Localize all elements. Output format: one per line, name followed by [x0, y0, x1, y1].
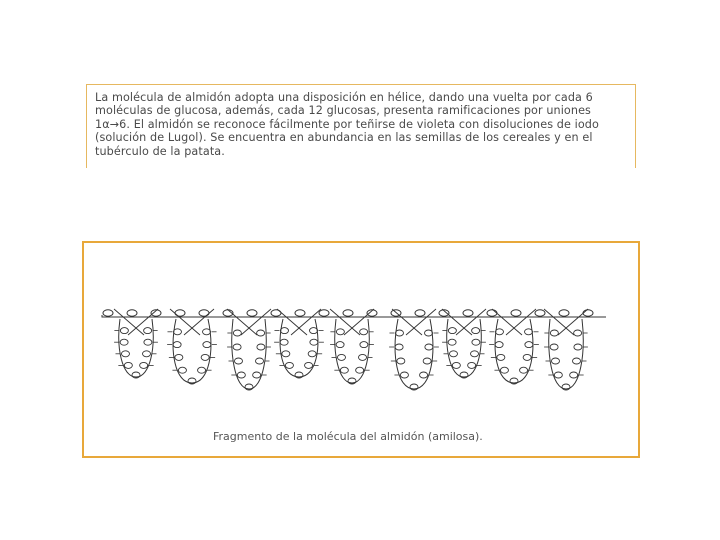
- glucose-unit: [574, 344, 582, 350]
- glucose-unit: [425, 344, 433, 350]
- glucose-unit: [201, 354, 209, 360]
- description-box: [86, 84, 636, 168]
- glucose-unit: [285, 362, 293, 368]
- glucose-unit: [124, 362, 132, 368]
- glucose-unit: [471, 351, 479, 357]
- glucose-unit: [247, 310, 257, 316]
- glycosidic-link: [492, 309, 522, 335]
- helix-loop: [232, 319, 266, 389]
- glucose-unit: [310, 339, 318, 345]
- glucose-unit: [295, 310, 305, 316]
- glucose-unit: [472, 339, 480, 345]
- glucose-unit: [120, 328, 128, 334]
- glucose-unit: [198, 367, 206, 373]
- glucose-unit: [573, 358, 581, 364]
- glucose-unit: [550, 344, 558, 350]
- glucose-unit: [356, 367, 364, 373]
- glucose-unit: [143, 351, 151, 357]
- glucose-unit: [178, 367, 186, 373]
- glucose-unit: [319, 310, 329, 316]
- glucose-unit: [336, 329, 344, 335]
- glucose-unit: [463, 310, 473, 316]
- glucose-unit: [550, 330, 558, 336]
- glucose-unit: [360, 329, 368, 335]
- glucose-unit: [336, 342, 344, 348]
- glucose-unit: [173, 342, 181, 348]
- glucose-unit: [395, 330, 403, 336]
- glucose-unit: [233, 344, 241, 350]
- glycosidic-link: [277, 309, 307, 335]
- glucose-unit: [583, 310, 593, 316]
- glucose-unit: [449, 351, 457, 357]
- glucose-unit: [423, 358, 431, 364]
- glucose-unit: [574, 330, 582, 336]
- glucose-unit: [448, 328, 456, 334]
- glucose-unit: [257, 330, 265, 336]
- glucose-unit: [500, 367, 508, 373]
- glucose-unit: [495, 329, 503, 335]
- glucose-unit: [497, 354, 505, 360]
- glucose-unit: [395, 344, 403, 350]
- glucose-unit: [140, 362, 148, 368]
- glucose-unit: [360, 342, 368, 348]
- glucose-unit: [400, 372, 408, 378]
- glucose-unit: [175, 354, 183, 360]
- glucose-unit: [234, 358, 242, 364]
- glucose-unit: [203, 342, 211, 348]
- helix-loop: [549, 319, 583, 389]
- glucose-unit: [233, 330, 241, 336]
- glucose-unit: [452, 362, 460, 368]
- glucose-unit: [144, 328, 152, 334]
- glucose-unit: [310, 328, 318, 334]
- glucose-unit: [487, 310, 497, 316]
- glucose-unit: [340, 367, 348, 373]
- glucose-unit: [280, 339, 288, 345]
- glucose-unit: [282, 351, 290, 357]
- glucose-unit: [199, 310, 209, 316]
- glucose-unit: [495, 342, 503, 348]
- glucose-unit: [397, 358, 405, 364]
- glucose-unit: [448, 339, 456, 345]
- glucose-unit: [337, 354, 345, 360]
- glucose-unit: [127, 310, 137, 316]
- glucose-unit: [237, 372, 245, 378]
- glucose-unit: [520, 367, 528, 373]
- glucose-unit: [415, 310, 425, 316]
- glucose-unit: [305, 362, 313, 368]
- glucose-unit: [120, 339, 128, 345]
- glucose-unit: [468, 362, 476, 368]
- glucose-unit: [203, 329, 211, 335]
- glucose-unit: [103, 310, 113, 316]
- figure-box: [82, 241, 640, 458]
- glucose-unit: [308, 351, 316, 357]
- glucose-unit: [570, 372, 578, 378]
- glucose-unit: [253, 372, 261, 378]
- glucose-unit: [525, 329, 533, 335]
- figure-caption: Fragmento de la molécula del almidón (amilosa).: [213, 430, 483, 443]
- glucose-unit: [256, 358, 264, 364]
- glucose-unit: [559, 310, 569, 316]
- glucose-unit: [121, 351, 129, 357]
- glucose-unit: [343, 310, 353, 316]
- glucose-unit: [175, 310, 185, 316]
- helix-loop: [395, 319, 433, 389]
- glucose-unit: [535, 310, 545, 316]
- glucose-unit: [257, 344, 265, 350]
- glucose-unit: [472, 328, 480, 334]
- glucose-unit: [173, 329, 181, 335]
- glucose-unit: [280, 328, 288, 334]
- amylose-molecule-diagram: [84, 243, 638, 456]
- glucose-unit: [551, 358, 559, 364]
- glucose-unit: [425, 330, 433, 336]
- glucose-unit: [144, 339, 152, 345]
- glucose-unit: [554, 372, 562, 378]
- description-text: La molécula de almidón adopta una disposición en hélice, dando una vuelta por cada 6 moléculas de glucosa, además, cada 12 glucosas, presenta ramificaciones por uniones 1α→6. El almidón se reconoce fácilmente por teñirse de violeta con disoluciones de iodo (solución de Lugol). Se encuentra en abundancia en las semillas de los cereales y en el tubérculo de la patata.: [95, 91, 599, 158]
- glucose-unit: [511, 310, 521, 316]
- glucose-unit: [523, 354, 531, 360]
- glucose-unit: [420, 372, 428, 378]
- glucose-unit: [525, 342, 533, 348]
- glucose-unit: [359, 354, 367, 360]
